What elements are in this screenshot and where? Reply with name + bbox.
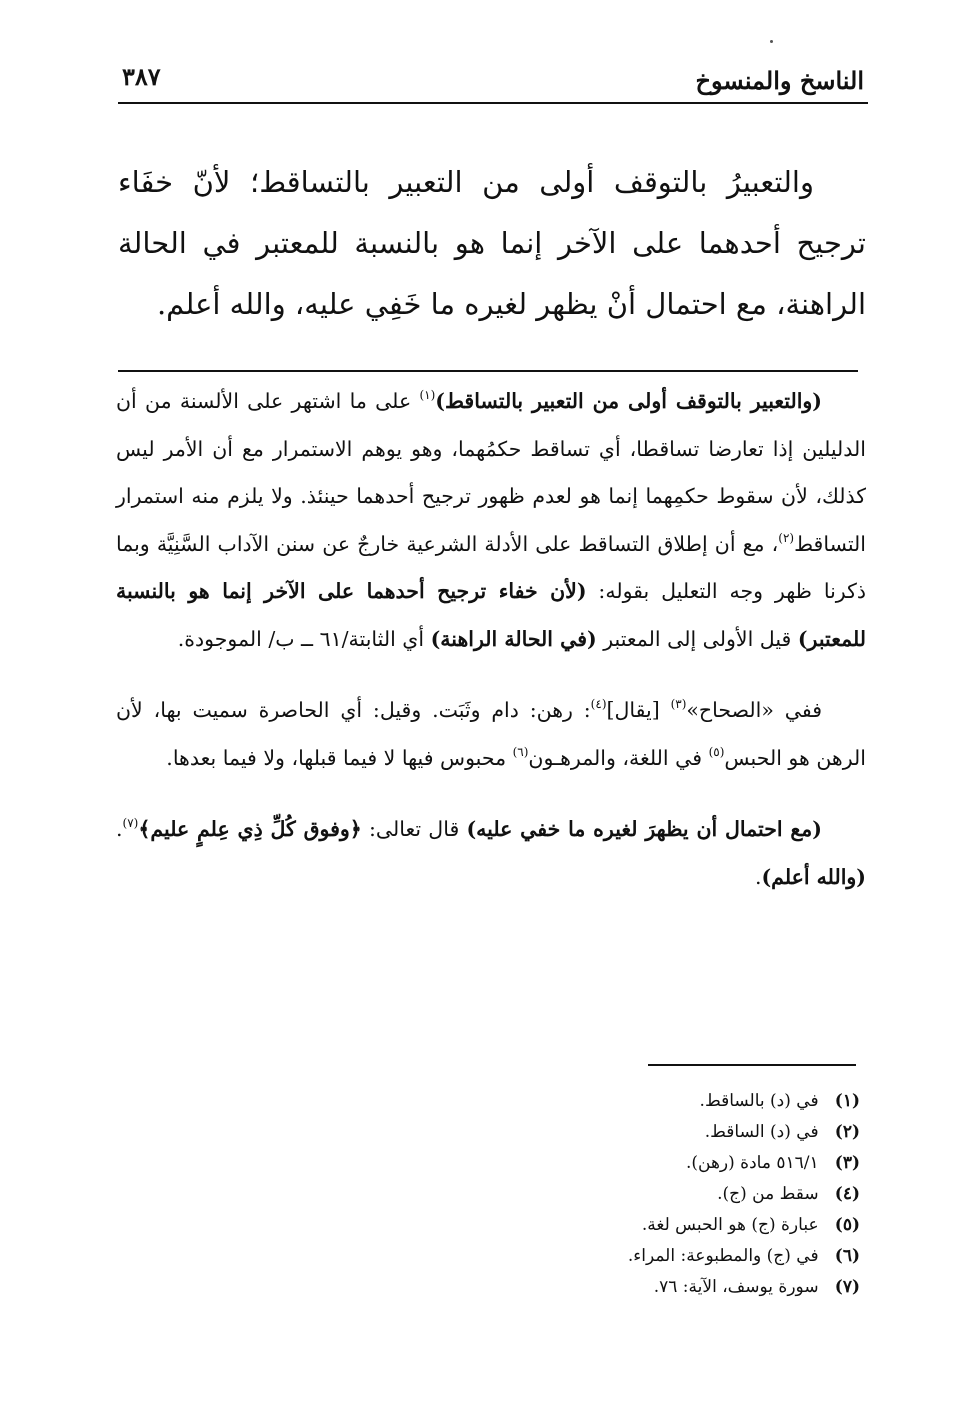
footnote-number: (٧) — [834, 1277, 860, 1297]
footnote-number: (٣) — [834, 1153, 860, 1173]
page-number: ٣٨٧ — [122, 62, 161, 91]
commentary-paragraph-3 — [116, 806, 866, 901]
lemma: (والتعبير بالتوقف أولى من التعبير بالتساقط) — [435, 389, 822, 413]
header-rule — [118, 102, 868, 104]
footnote-text: عبارة (ج) هو الحبس لغة. — [641, 1215, 819, 1235]
footnote-ref-2: (٢) — [778, 530, 795, 545]
footnote-ref-4: (٤) — [590, 697, 607, 711]
commentary-text: . — [754, 864, 762, 889]
footnote-item — [560, 1241, 860, 1272]
footnote-text: في (د) الساقط. — [704, 1122, 819, 1142]
footnote-text: سقط من (ج). — [717, 1184, 819, 1204]
footnotes — [560, 1086, 860, 1303]
commentary-paragraph-2 — [116, 687, 866, 782]
commentary — [116, 378, 866, 901]
commentary-text: قال تعالى: — [361, 817, 467, 841]
lemma: (لأن خفاء ترجيح أحدهما على الآخر إنما هو بالنسبة للمعتبر) — [116, 579, 866, 651]
footnote-ref-3: (٣) — [670, 697, 687, 711]
page-header — [118, 58, 868, 98]
running-title: الناسخ والمنسوخ — [695, 66, 864, 95]
footnote-number: (٥) — [834, 1215, 860, 1235]
footnote-number: (٢) — [834, 1122, 860, 1142]
commentary-rule — [118, 370, 858, 372]
footnote-item — [560, 1117, 860, 1148]
lemma: (والله أعلم) — [761, 864, 866, 889]
footnote-item — [560, 1179, 860, 1210]
footnote-number: (١) — [834, 1091, 860, 1111]
footnote-item — [560, 1148, 860, 1179]
main-text — [118, 152, 866, 335]
footnote-item — [560, 1086, 860, 1117]
commentary-text: ففي «الصحاح» — [686, 698, 822, 722]
commentary-text: : رهن: دام وثَبَت. وقيل: أي الحاصرة سميت بها، لأن الرهن هو الحبس — [116, 698, 866, 770]
footnote-text: ٥١٦/١ مادة (رهن). — [685, 1153, 819, 1173]
footnote-ref-6: (٦) — [512, 744, 529, 759]
footnote-number: (٤) — [834, 1184, 860, 1204]
footnote-item — [560, 1210, 860, 1241]
commentary-text: قيل الأولى إلى المعتبر — [596, 626, 798, 651]
commentary-text: ، مع أن إطلاق التساقط على الأدلة الشرعية خارجٌ عن سنن الآداب السَّنِيَّة وبما ذكرنا ظهر وجه التعليل بقوله: — [116, 531, 866, 603]
commentary-text: أي الثابتة/٦١ ــ ب/ الموجودة. — [177, 626, 431, 651]
commentary-text: . — [116, 817, 123, 841]
commentary-text: [يقال] — [606, 698, 671, 722]
footnote-text: سورة يوسف، الآية: ٧٦. — [653, 1277, 819, 1297]
footnote-text: في (د) بالساقط. — [699, 1091, 819, 1111]
lemma: (مع احتمال أن يظهرَ لغيره ما خفي عليه) — [466, 817, 822, 841]
footnote-text: في (ج) والمطبوعة: المراء. — [627, 1246, 819, 1266]
quran-quote: ﴿وفوق كُلِّ ذِي عِلمٍ عليم﴾ — [138, 817, 362, 841]
commentary-text: في اللغة، والمرهـون — [528, 745, 709, 770]
commentary-paragraph-1 — [116, 378, 866, 663]
commentary-text: محبوس فيها لا فيما قبلها، ولا فيما بعدها. — [166, 745, 513, 770]
footnote-ref-1: (١) — [419, 388, 436, 402]
lemma: (في الحالة الراهنة) — [430, 626, 597, 651]
scan-speck — [770, 40, 773, 43]
footnote-ref-7: (٧) — [122, 816, 139, 830]
footnote-number: (٦) — [834, 1246, 860, 1266]
main-paragraph: والتعبيرُ بالتوقف أولى من التعبير بالتساقط؛ لأنّ خفَاء ترجيح أحدهما على الآخر إنما هو بالنسبة للمعتبر في الحالة الراهنة، مع احتمال أنْ يظهر لغيره ما خَفِي عليه، والله أعلم. — [118, 165, 866, 321]
footnote-item — [560, 1272, 860, 1303]
footnote-ref-5: (٥) — [708, 744, 725, 759]
footnote-rule — [648, 1064, 856, 1066]
commentary-text: على ما اشتهر على الألسنة من أن الدليلين إذا تعارضا تساقطا، أي تساقط حكمُهما، وهو يوهم الاستمرار مع أن الأمر ليس كذلك، لأن سقوط حكمِهما إنما هو لعدم ظهور ترجيح أحدهما حينئذ. ولا يلزم منه استمرار التساقط — [116, 389, 866, 556]
